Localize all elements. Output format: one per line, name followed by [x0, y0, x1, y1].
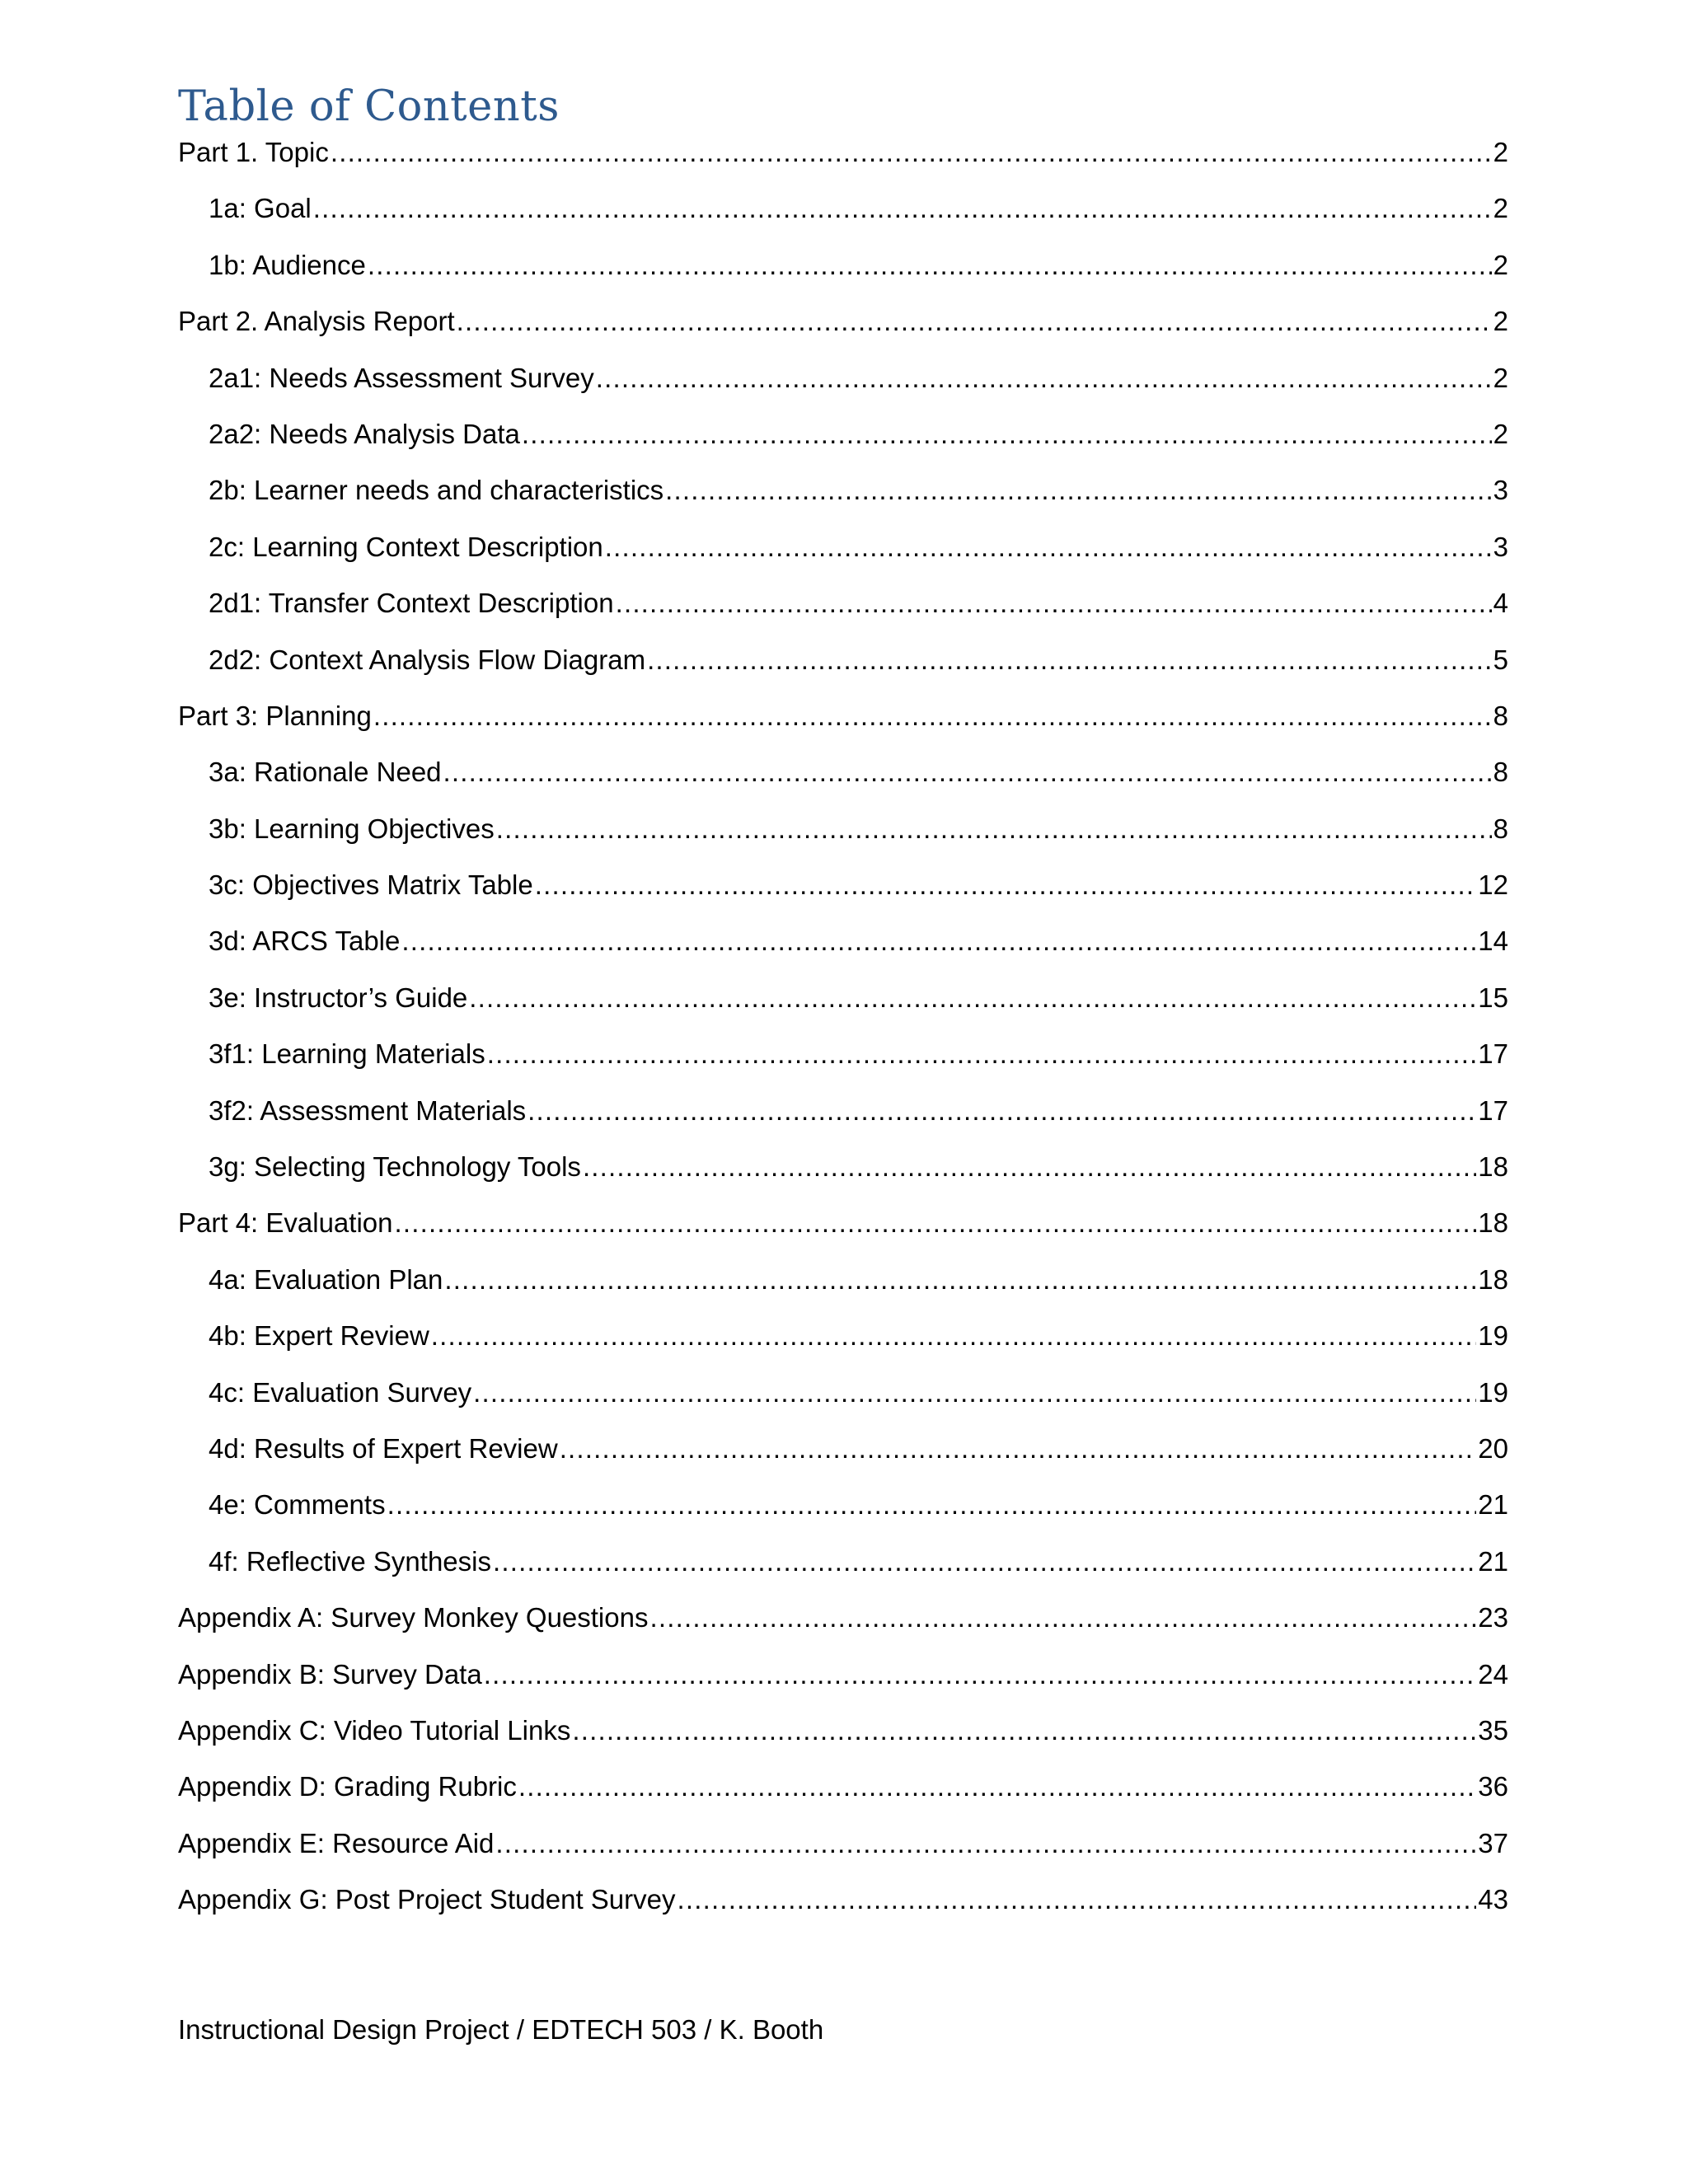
- toc-entry-page-number: 15: [1478, 982, 1508, 1013]
- toc-entry-label: 3f2: Assessment Materials: [209, 1094, 527, 1126]
- toc-entry[interactable]: [178, 1033, 1508, 1090]
- toc-entry-page-number: 5: [1493, 644, 1508, 675]
- toc-entry-label: 1a: Goal: [209, 193, 312, 224]
- toc-entry-label: 2b: Learner needs and characteristics: [209, 475, 664, 506]
- toc-dot-leader: [373, 696, 1492, 737]
- toc-dot-leader: [665, 470, 1491, 511]
- toc-entry-label: 3g: Selecting Technology Tools: [209, 1151, 581, 1183]
- toc-entry-page-number: 3: [1493, 531, 1508, 562]
- toc-entry-page-number: 14: [1478, 926, 1508, 957]
- toc-dot-leader: [522, 414, 1492, 455]
- toc-entry-label: Appendix D: Grading Rubric: [178, 1771, 517, 1802]
- toc-entry[interactable]: [178, 808, 1508, 865]
- toc-entry[interactable]: [178, 640, 1508, 696]
- toc-entry-label: 4e: Comments: [209, 1489, 386, 1521]
- toc-dot-leader: [616, 583, 1492, 624]
- toc-dot-leader: [649, 1597, 1476, 1638]
- toc-dot-leader: [528, 1090, 1476, 1132]
- toc-entry[interactable]: [178, 921, 1508, 977]
- toc-dot-leader: [443, 752, 1492, 793]
- toc-dot-leader: [484, 1654, 1477, 1695]
- toc-entry-page-number: 21: [1478, 1545, 1508, 1577]
- toc-entry-page-number: 17: [1478, 1094, 1508, 1126]
- toc-dot-leader: [457, 301, 1492, 342]
- toc-entry-page-number: 21: [1478, 1489, 1508, 1521]
- toc-entry[interactable]: [178, 188, 1508, 244]
- toc-entry-label: 4b: Expert Review: [209, 1320, 429, 1352]
- toc-entry[interactable]: [178, 865, 1508, 921]
- toc-dot-leader: [535, 865, 1477, 906]
- toc-entry[interactable]: [178, 414, 1508, 470]
- toc-entry[interactable]: [178, 245, 1508, 301]
- toc-entry[interactable]: [178, 1146, 1508, 1202]
- toc-entry-page-number: 17: [1478, 1038, 1508, 1070]
- toc-entry-page-number: 19: [1478, 1320, 1508, 1352]
- page-footer: Instructional Design Project / EDTECH 503 / K. Booth: [178, 2014, 824, 2045]
- toc-entry[interactable]: [178, 358, 1508, 414]
- toc-entry-page-number: 8: [1493, 757, 1508, 788]
- toc-dot-leader: [487, 1033, 1477, 1075]
- toc-entry-label: Part 2. Analysis Report: [178, 306, 455, 337]
- toc-entry-label: 3d: ARCS Table: [209, 926, 401, 957]
- toc-dot-leader: [331, 132, 1492, 173]
- toc-entry[interactable]: [178, 583, 1508, 639]
- toc-entry-page-number: 23: [1478, 1602, 1508, 1633]
- toc-dot-leader: [431, 1315, 1476, 1357]
- toc-entry-label: Appendix G: Post Project Student Survey: [178, 1884, 676, 1915]
- toc-entry-page-number: 3: [1493, 475, 1508, 506]
- toc-entry[interactable]: [178, 1372, 1508, 1428]
- toc-entry-label: Part 4: Evaluation: [178, 1207, 393, 1239]
- toc-dot-leader: [572, 1710, 1476, 1751]
- toc-entry-page-number: 8: [1493, 700, 1508, 731]
- toc-entry[interactable]: [178, 1090, 1508, 1146]
- toc-entry[interactable]: [178, 1541, 1508, 1597]
- toc-entry[interactable]: [178, 1710, 1508, 1766]
- toc-title: Table of Contents: [178, 82, 560, 131]
- toc-entry[interactable]: [178, 752, 1508, 808]
- toc-entry-page-number: 2: [1493, 306, 1508, 337]
- toc-entry[interactable]: [178, 1766, 1508, 1822]
- toc-dot-leader: [395, 1202, 1477, 1244]
- toc-entry-label: 3b: Learning Objectives: [209, 813, 495, 844]
- toc-entry[interactable]: [178, 1484, 1508, 1540]
- toc-entry-page-number: 2: [1493, 362, 1508, 393]
- toc-dot-leader: [678, 1879, 1477, 1920]
- toc-entry-label: 3f1: Learning Materials: [209, 1038, 485, 1070]
- toc-entry-page-number: 18: [1478, 1207, 1508, 1239]
- toc-entry-label: 1b: Audience: [209, 249, 366, 280]
- toc-entry-label: 4c: Evaluation Survey: [209, 1376, 472, 1408]
- toc-entry-page-number: 18: [1478, 1263, 1508, 1295]
- toc-entry-label: Part 3: Planning: [178, 700, 372, 731]
- toc-dot-leader: [493, 1541, 1476, 1582]
- toc-entry-label: 2a1: Needs Assessment Survey: [209, 362, 594, 393]
- toc-entry-page-number: 18: [1478, 1151, 1508, 1183]
- toc-entry[interactable]: [178, 1259, 1508, 1315]
- toc-entry-label: Appendix E: Resource Aid: [178, 1827, 495, 1858]
- toc-entry-page-number: 2: [1493, 418, 1508, 449]
- toc-entry[interactable]: [178, 301, 1508, 357]
- toc-dot-leader: [560, 1428, 1477, 1469]
- toc-dot-leader: [313, 188, 1492, 229]
- toc-entry-label: Appendix A: Survey Monkey Questions: [178, 1602, 649, 1633]
- toc-entry-label: Appendix B: Survey Data: [178, 1658, 482, 1690]
- toc-entry-label: Appendix C: Video Tutorial Links: [178, 1714, 571, 1746]
- toc-dot-leader: [473, 1372, 1476, 1413]
- toc-entry-label: 3c: Objectives Matrix Table: [209, 869, 533, 901]
- toc-entry[interactable]: [178, 1654, 1508, 1710]
- toc-entry-label: 4a: Evaluation Plan: [209, 1263, 443, 1295]
- toc-dot-leader: [647, 640, 1492, 681]
- toc-entry-page-number: 35: [1478, 1714, 1508, 1746]
- toc-entry[interactable]: [178, 977, 1508, 1033]
- toc-entry-label: Part 1. Topic: [178, 137, 329, 167]
- toc-entry[interactable]: [178, 1315, 1508, 1371]
- toc-dot-leader: [583, 1146, 1476, 1188]
- toc-entry-page-number: 2: [1493, 137, 1508, 167]
- toc-dot-leader: [469, 977, 1476, 1019]
- toc-entry-label: 2d1: Transfer Context Description: [209, 588, 614, 619]
- toc-entry-label: 4f: Reflective Synthesis: [209, 1545, 491, 1577]
- toc-entry-page-number: 8: [1493, 813, 1508, 844]
- toc-entry-label: 2c: Learning Context Description: [209, 531, 603, 562]
- toc-entry[interactable]: [178, 1879, 1508, 1935]
- toc-entry-page-number: 12: [1478, 869, 1508, 901]
- toc-dot-leader: [368, 245, 1492, 286]
- toc-entry-page-number: 24: [1478, 1658, 1508, 1690]
- toc-dot-leader: [401, 921, 1476, 962]
- toc-entry[interactable]: [178, 1823, 1508, 1879]
- toc-entry-label: 3a: Rationale Need: [209, 757, 442, 788]
- toc-entry-page-number: 43: [1478, 1884, 1508, 1915]
- toc-entry-label: 2d2: Context Analysis Flow Diagram: [209, 644, 646, 675]
- toc-entry[interactable]: [178, 527, 1508, 583]
- toc-dot-leader: [596, 358, 1492, 399]
- toc-dot-leader: [387, 1484, 1477, 1526]
- toc-entry-label: 4d: Results of Expert Review: [209, 1432, 558, 1464]
- toc-entry-page-number: 36: [1478, 1771, 1508, 1802]
- toc-entry[interactable]: [178, 1202, 1508, 1258]
- toc-entry-label: 3e: Instructor’s Guide: [209, 982, 468, 1013]
- toc-entry-label: 2a2: Needs Analysis Data: [209, 418, 520, 449]
- toc-entry-page-number: 4: [1493, 588, 1508, 619]
- toc-entry-page-number: 19: [1478, 1376, 1508, 1408]
- toc-entry[interactable]: [178, 1597, 1508, 1653]
- toc-dot-leader: [444, 1259, 1476, 1301]
- toc-dot-leader: [605, 527, 1492, 568]
- toc-entry-page-number: 2: [1493, 249, 1508, 280]
- toc-dot-leader: [518, 1766, 1476, 1807]
- toc-entry[interactable]: [178, 470, 1508, 526]
- toc-dot-leader: [496, 808, 1492, 850]
- toc-entry[interactable]: [178, 132, 1508, 188]
- toc-entry-page-number: 20: [1478, 1432, 1508, 1464]
- toc-entry-page-number: 2: [1493, 193, 1508, 224]
- toc-entry[interactable]: [178, 1428, 1508, 1484]
- toc-entry-page-number: 37: [1478, 1827, 1508, 1858]
- toc-entry[interactable]: [178, 696, 1508, 752]
- toc-list: [178, 132, 1508, 1936]
- toc-dot-leader: [495, 1823, 1476, 1864]
